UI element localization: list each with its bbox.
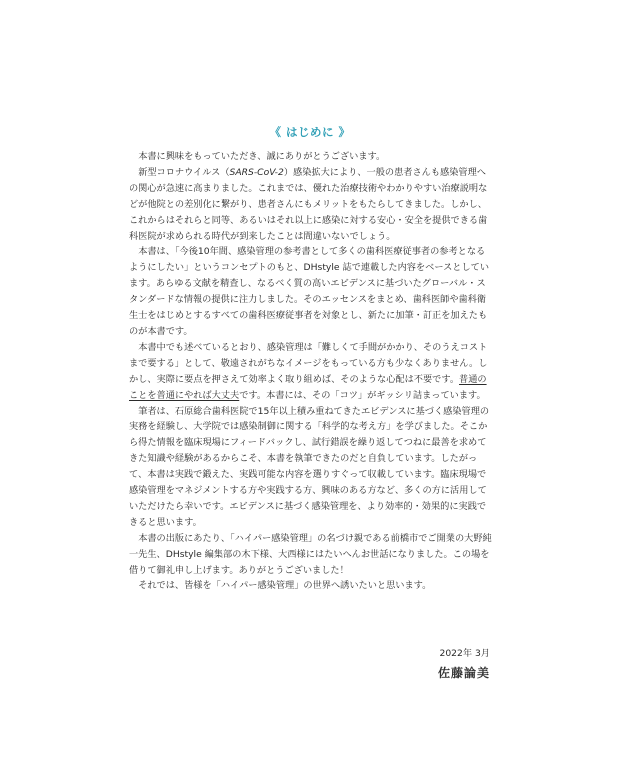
paragraph-acknowledgements-text: 本書の出版にあたり、「ハイパー感染管理」の名づけ親である前橋市でご開業の大野純一先生、DHstyle 編集部の木下様、大西様にはたいへんお世話になりました。この場を借りて御礼申し上げます。ありがとうございました！ bbox=[129, 532, 492, 576]
paragraph-closing-text: それでは、皆様を「ハイパー感染管理」の世界へ誘いたいと思います。 bbox=[138, 580, 432, 592]
paragraph-author-background bbox=[129, 404, 493, 531]
section-heading: 《 はじめに 》 bbox=[269, 125, 351, 139]
paragraph-concept bbox=[129, 244, 493, 339]
underlined-phrase: 普通のことを普通にやれば大丈夫 bbox=[129, 373, 487, 401]
paragraph-greeting-text: 本書に興味をもっていただき、誠にありがとうございます。 bbox=[138, 151, 386, 162]
paragraph-concept-text: 本書は、「今後10年間、感染管理の参考書として多くの歯科医療従事者の参考となるようにしたい」というコンセプトのもと、DHstyle 誌で連載した内容をベースとしています。あらゆる文献を精査し、なるべく質の高いエビデンスに基づいたグローバル・スタンダードな情報の提供に注力しました。そのエッセンスをまとめ、歯科医師や歯科衛生士をはじめとするすべての歯科医療従事者を対象とし、新たに加筆・訂正を加えたものが本書です。 bbox=[129, 246, 490, 337]
paragraph-acknowledgements bbox=[129, 531, 493, 579]
author-signature: 佐藤論美 bbox=[437, 666, 490, 680]
paragraph-covid-text-b: ）感染拡大により、一般の患者さんも感染管理への関心が急速に高まりました。これまでは、優れた治療技術やわかりやすい治療説明などが他院との差別化に繋がり、患者さんにもメリットをもたらしてきました。しかし、これからはそれらと同等、あるいはそれ以上に感染に対する安心・安全を提供できる歯科医院が求められる時代が到来したことは間違いないでしょう。 bbox=[129, 166, 488, 242]
body-text bbox=[129, 149, 493, 594]
paragraph-covid-text-a: 新型コロナウイルス（ bbox=[138, 166, 230, 178]
paragraph-covid bbox=[129, 165, 493, 245]
paragraph-author-background-text: 筆者は、石原総合歯科医院で15年以上積み重ねてきたエビデンスに基づく感染管理の実務を経験し、大学院では感染制御に関する「科学的な考え方」を学びました。そこから得た情報を臨床現場にフィードバックし、試行錯誤を繰り返してつねに最善を求めてきた知識や経験があるからこそ、本書を執筆できたのだと自負しています。したがって、本書は実践で鍛えた、実践可能な内容を選りすぐって収載しています。臨床現場で感染管理をマネジメントする方や実践する方、興味のある方など、多くの方に活用していただけたら幸いです。エビデンスに基づく感染管理を、より効率的・効果的に実践できると思います。 bbox=[129, 405, 490, 528]
paragraph-greeting bbox=[129, 149, 493, 165]
date-line: 2022年 3月 bbox=[439, 648, 490, 659]
paragraph-closing bbox=[129, 578, 493, 594]
virus-name: SARS-CoV-2 bbox=[229, 166, 284, 178]
paragraph-tips-text-a: 本書中でも述べているとおり、感染管理は「難しくて手間がかかり、そのうえコストまで要する」として、敬遠されがちなイメージをもっている方も少なくありません。しかし、実際に要点を押さえて効率よく取り組めば、そのような心配は不要です。 bbox=[129, 341, 488, 385]
paragraph-tips bbox=[129, 340, 493, 404]
paragraph-tips-text-b: です。本書には、その「コツ」がギッシリ詰まっています。 bbox=[239, 389, 486, 401]
